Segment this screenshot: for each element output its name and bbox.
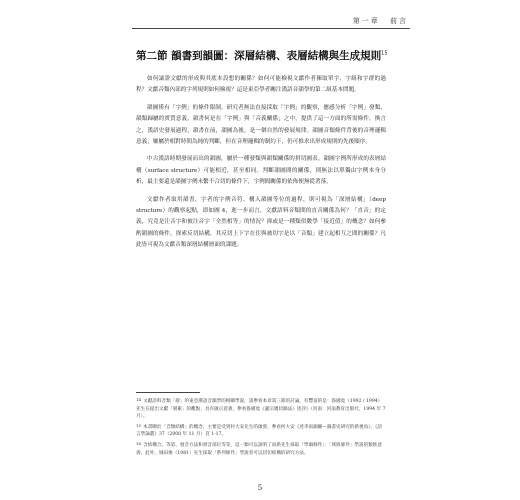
- footnote-text: 含結構合、等第、發音方法和發音部位等等，這一類可以說明了而新先生採取「學韻條件」：「域與條件」學說的類推意義，此外，城田俊（1981）先生採取「系列條件」學說者可以切切結構的研究方法。: [136, 442, 382, 456]
- section-heading-text: 第二節 韻書到韻圖：深層結構、表層結構與生成規則: [136, 50, 382, 62]
- heading-footnote-ref: 15: [381, 50, 388, 57]
- footnote-rule: [136, 392, 200, 393]
- chapter-label: 第一章: [352, 17, 380, 25]
- footnote: [136, 422, 386, 439]
- paragraph: 文獻作者取用韻書，字者的字例音符，構入韻圖等位的過程，則可視為「深層結構」（deep structure）的觀察起點，即如圖 4，進一步而言，文獻語料音類間的直音關係為何？「直音」的定義，究竟是注音字和被注音字「全然相等」的情況？抑或是一種類似數學「接近值」的概念？如何參酌韻圖的條件，探索反切結構，其反切上下字在住與被切字是以「音類」建立起相互之間的關係？凡此皆可視為文獻音類深層結構層面的課題。: [136, 196, 386, 249]
- footnote-number: 15: [136, 422, 142, 428]
- footnote-text: 文獻語料音類「層」的東亞漢語音韻學的相關學說，請參看本章第三節的討論，有豐富的是：魯國堯（1992 / 1994）先生在提出文獻「層累」的觀點，具有啟示意義，參看魯國堯《盧宗邁切韻法》述評》（河南：河南教育出版社，1994 年 7 月）。: [136, 399, 386, 420]
- body-text: [136, 74, 386, 258]
- paragraph: 中古漢語時期發展而出的韻圖，屬於一種發類與韻類關係的拼切圖表。韻圖字例所形成的表層結構（surface structure）可能相近，甚至相同。判斷韻圖間的關係，則無法以單獨由字例本身分析，最主要還是韻圖字例未繫不合切的條件下，字例間關係的依佈便無從著落。: [136, 156, 386, 186]
- running-header: [347, 16, 408, 26]
- footnote-text: 本書關於「音類結構」的概念，主要是受到村大安先生的啟發，參看何大安《述李南韻圖—韻書史研究的新視角》，《語言學論叢》37（2008 年 11 月）頁 1-17。: [136, 424, 382, 438]
- footnote: [136, 396, 386, 421]
- section-heading: [136, 48, 386, 63]
- header-rule: [132, 28, 410, 29]
- paragraph: 韻圖僅有「字例」的條件限制，研究者無法直接採取「字例」的觀察，應感分析「字例」發類、韻類歸屬的實質意義。韻書何是在「字例」與「音義關係」之中，提供了這一方面的所需條件，換言之，漢語史發展過程，韻書在前，韻圖為後，是一個自然的發展規律。韻圖音類條件背後的音理邏輯意義，嫌屬於相對時間為純的判斷，但在音理邏輯的制約下，仍可推求出形成規則的先後順序。: [136, 104, 386, 146]
- footnote-number: 14: [136, 397, 142, 402]
- footnote: [136, 440, 386, 457]
- page-number: 5: [257, 484, 263, 492]
- paragraph: 如何論證文獻的形成與其底本設想的關係？如何可能檢視文獻作者揀取單字、字組和字群的過程？文獻音類內部的字列規則如何檢視？這是東亞學者關注漢語音韻學的第二組基本問題。: [136, 76, 386, 94]
- section-label: 前言: [390, 17, 408, 25]
- footnotes: [136, 396, 386, 458]
- footnote-number: 16: [136, 440, 142, 446]
